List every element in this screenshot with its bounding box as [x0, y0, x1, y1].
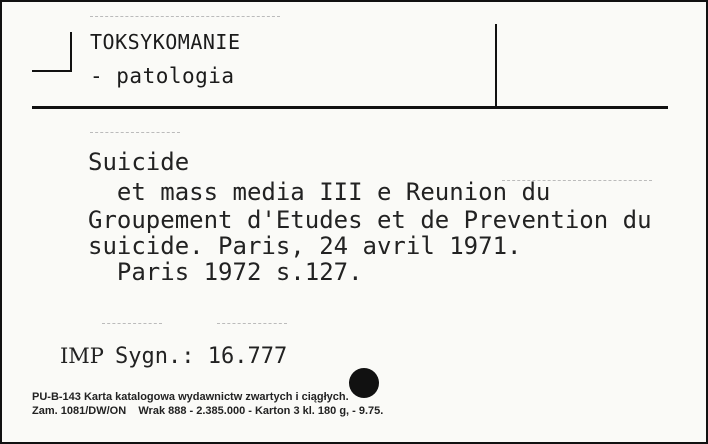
entry-title: Suicide	[88, 148, 190, 176]
punch-hole	[349, 368, 379, 398]
entry-line: Groupement d'Etudes et de Prevention du	[88, 206, 652, 234]
faint-mark	[102, 323, 162, 325]
header-bottom-rule	[32, 106, 668, 109]
entry-line: suicide. Paris, 24 avril 1971.	[88, 232, 522, 260]
footer-order-line: Zam. 1081/DW/ON Wrak 888 - 2.385.000 - Karton 3 kl. 180 g, - 9.75.	[32, 405, 384, 417]
header-left-rule	[70, 32, 72, 72]
call-number: Sygn.: 16.777	[115, 344, 288, 369]
subject-subheading: - patologia	[90, 64, 235, 88]
faint-mark	[90, 132, 180, 134]
subject-heading: TOKSYKOMANIE	[90, 30, 241, 54]
top-smudge	[90, 16, 280, 18]
header-right-rule	[495, 24, 497, 108]
entry-line: et mass media III e Reunion du	[88, 178, 551, 206]
header-corner-rule	[32, 70, 72, 72]
footer-form-line: PU-B-143 Karta katalogowa wydawnictw zwartych i ciągłych.	[32, 391, 349, 403]
imp-label: IMP	[60, 344, 104, 368]
faint-mark	[217, 323, 287, 325]
entry-line: Paris 1972 s.127.	[88, 258, 363, 286]
